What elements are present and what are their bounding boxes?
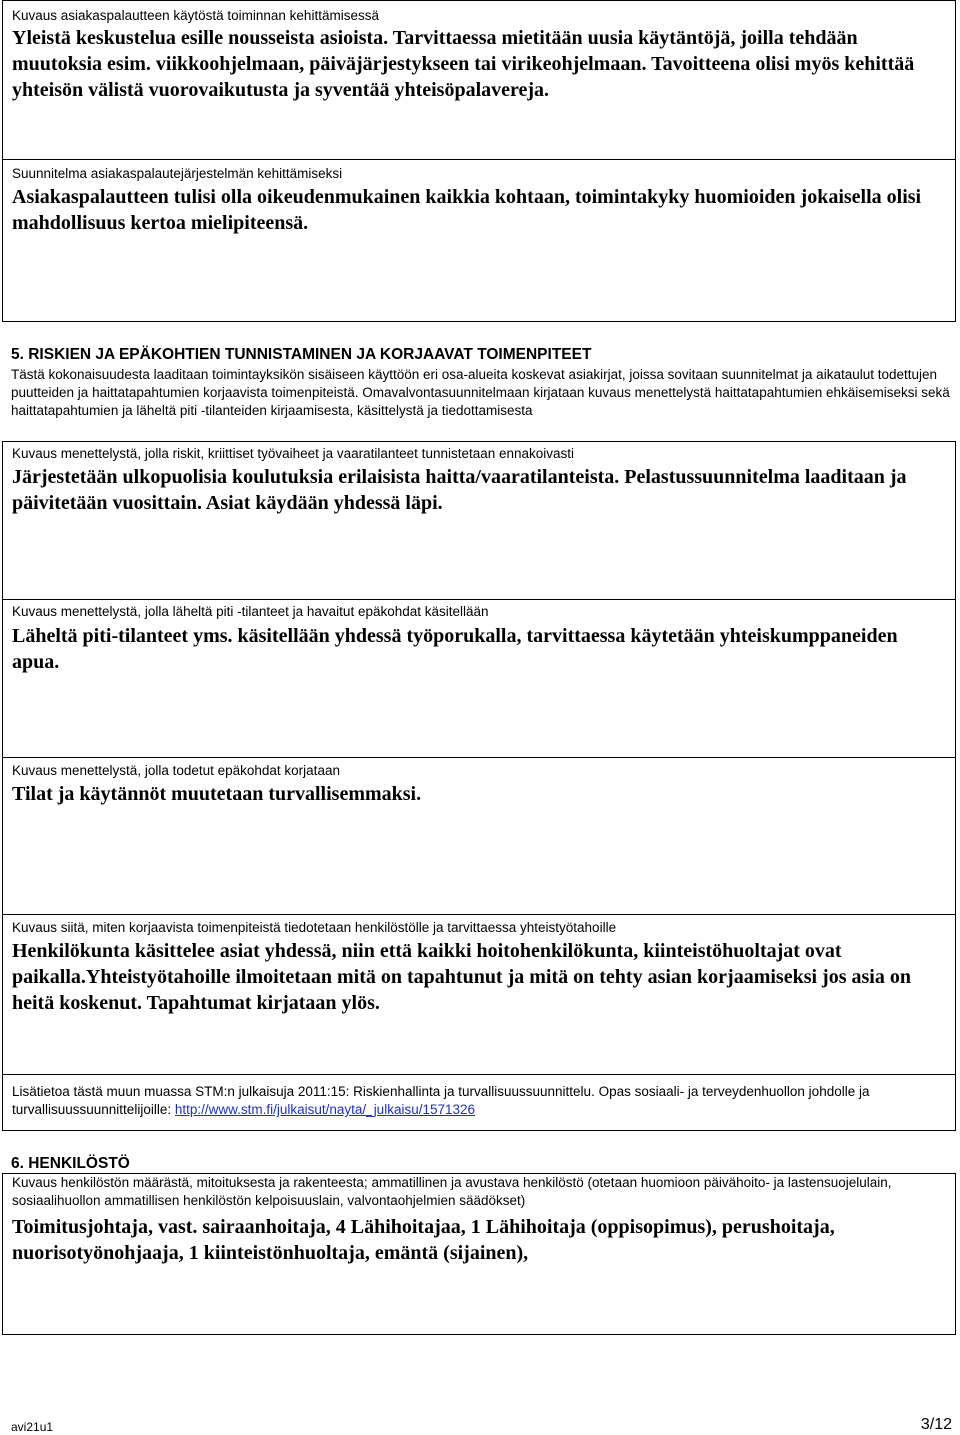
more-info [12,1083,942,1119]
risk-label: Kuvaus menettelystä, jolla riskit, kriittiset työvaiheet ja vaaratilanteet tunnistetaan ennakoivasti [12,446,575,461]
divider-2 [3,757,955,758]
feedback-usage-label: Kuvaus asiakaspalautteen käytöstä toiminnan kehittämisessä [12,8,379,23]
section6-text: Toimitusjohtaja, vast. sairaanhoitaja, 4 Lähihoitajaa, 1 Lähihoitaja (oppisopimus), perushoitaja, nuorisotyönohjaaja, 1 kiinteistönhuoltaja, emäntä (sijainen), [12,1216,835,1264]
feedback-usage-text: Yleistä keskustelua esille nousseista asioista. Tarvittaessa mietitään uusia käytäntöjä, joilla tehdään muutoksia esim. viikkoohjelmaan, päiväjärjestykseen tai virikeohjelmaan. Tavoitteena olisi myös kehittää yhteisön välistä vuorovaikutusta ja syventää yhteisöpalavereja. [12,27,915,101]
divider-4 [3,1074,955,1075]
feedback-plan-label: Suunnitelma asiakaspalautejärjestelmän kehittämiseksi [12,166,343,181]
section5-heading: 5. RISKIEN JA EPÄKOHTIEN TUNNISTAMINEN JA KORJAAVAT TOIMENPITEET [11,346,592,363]
section5-box [2,441,956,1131]
more-info-text: Lisätietoa tästä muun muassa STM:n julkaisuja 2011:15: Riskienhallinta ja turvallisuussuunnittelu. Opas sosiaali- ja terveydenhuollon johdolle ja turvallisuussuunnittelijoille: [12,1084,870,1117]
footer-form-code: avi21u1 [11,1420,54,1434]
feedback-divider [3,159,955,160]
inform-text: Henkilökunta käsittelee asiat yhdessä, niin että kaikki hoitohenkilökunta, kiinteistöhuoltajat ovat paikalla.Yhteistyötahoille ilmoitetaan mitä on tapahtunut ja mitä on tehty asian korjaamiseksi jos asia on heitä koskenut. Tapahtumat kirjataan ylös. [12,940,911,1014]
inform-label: Kuvaus siitä, miten korjaavista toimenpiteistä tiedotetaan henkilöstölle ja tarvittaessa yhteistyötahoille [12,920,617,935]
fix-text: Tilat ja käytännöt muutetaan turvallisemmaksi. [12,783,422,805]
divider-1 [3,599,955,600]
feedback-box [2,0,956,322]
more-info-link[interactable]: http://www.stm.fi/julkaisut/nayta/_julkaisu/1571326 [174,1102,476,1117]
section6-heading: 6. HENKILÖSTÖ [11,1155,130,1172]
risk-text: Järjestetään ulkopuolisia koulutuksia erilaisista haitta/vaaratilanteista. Pelastussuunnitelma laaditaan ja päivitetään vuosittain. Asiat käydään yhdessä läpi. [12,466,907,514]
nearmiss-label: Kuvaus menettelystä, jolla läheltä piti -tilanteet ja havaitut epäkohdat käsitellään [12,604,489,619]
divider-3 [3,914,955,915]
fix-label: Kuvaus menettelystä, jolla todetut epäkohdat korjataan [12,763,340,778]
footer-page-number: 3/12 [920,1416,952,1433]
section5-intro: Tästä kokonaisuudesta laaditaan toimintayksikön sisäiseen käyttöön eri osa-alueita koskevat asiakirjat, joissa sovitaan suunnitelmat ja aikataulut todettujen puutteiden ja haittatapahtumien korjaavista toimenpiteistä. Omavalvontasuunnitelmaan kirjataan kuvaus menettelystä haittatapahtumien ehkäisemiseksi sekä haittatapahtumien ja läheltä piti -tilanteiden kirjaamisesta, käsittelystä ja tiedottamisesta [11,367,950,418]
section6-label: Kuvaus henkilöstön määrästä, mitoituksesta ja rakenteesta; ammatillinen ja avustava henkilöstö (otetaan huomioon päivähoito- ja lastensuojelulain, sosiaalihuollon ammatillisen henkilöstön kelpoisuuslain, valvontaohjelmien säädökset) [12,1175,892,1208]
feedback-plan-text: Asiakaspalautteen tulisi olla oikeudenmukainen kaikkia kohtaan, toimintakyky huomioiden jokaisella olisi mahdollisuus kertoa mielipiteensä. [12,186,922,234]
nearmiss-text: Läheltä piti-tilanteet yms. käsitellään yhdessä työporukalla, tarvittaessa käytetään yhteiskumppaneiden apua. [12,625,898,673]
section6-box [2,1173,956,1335]
